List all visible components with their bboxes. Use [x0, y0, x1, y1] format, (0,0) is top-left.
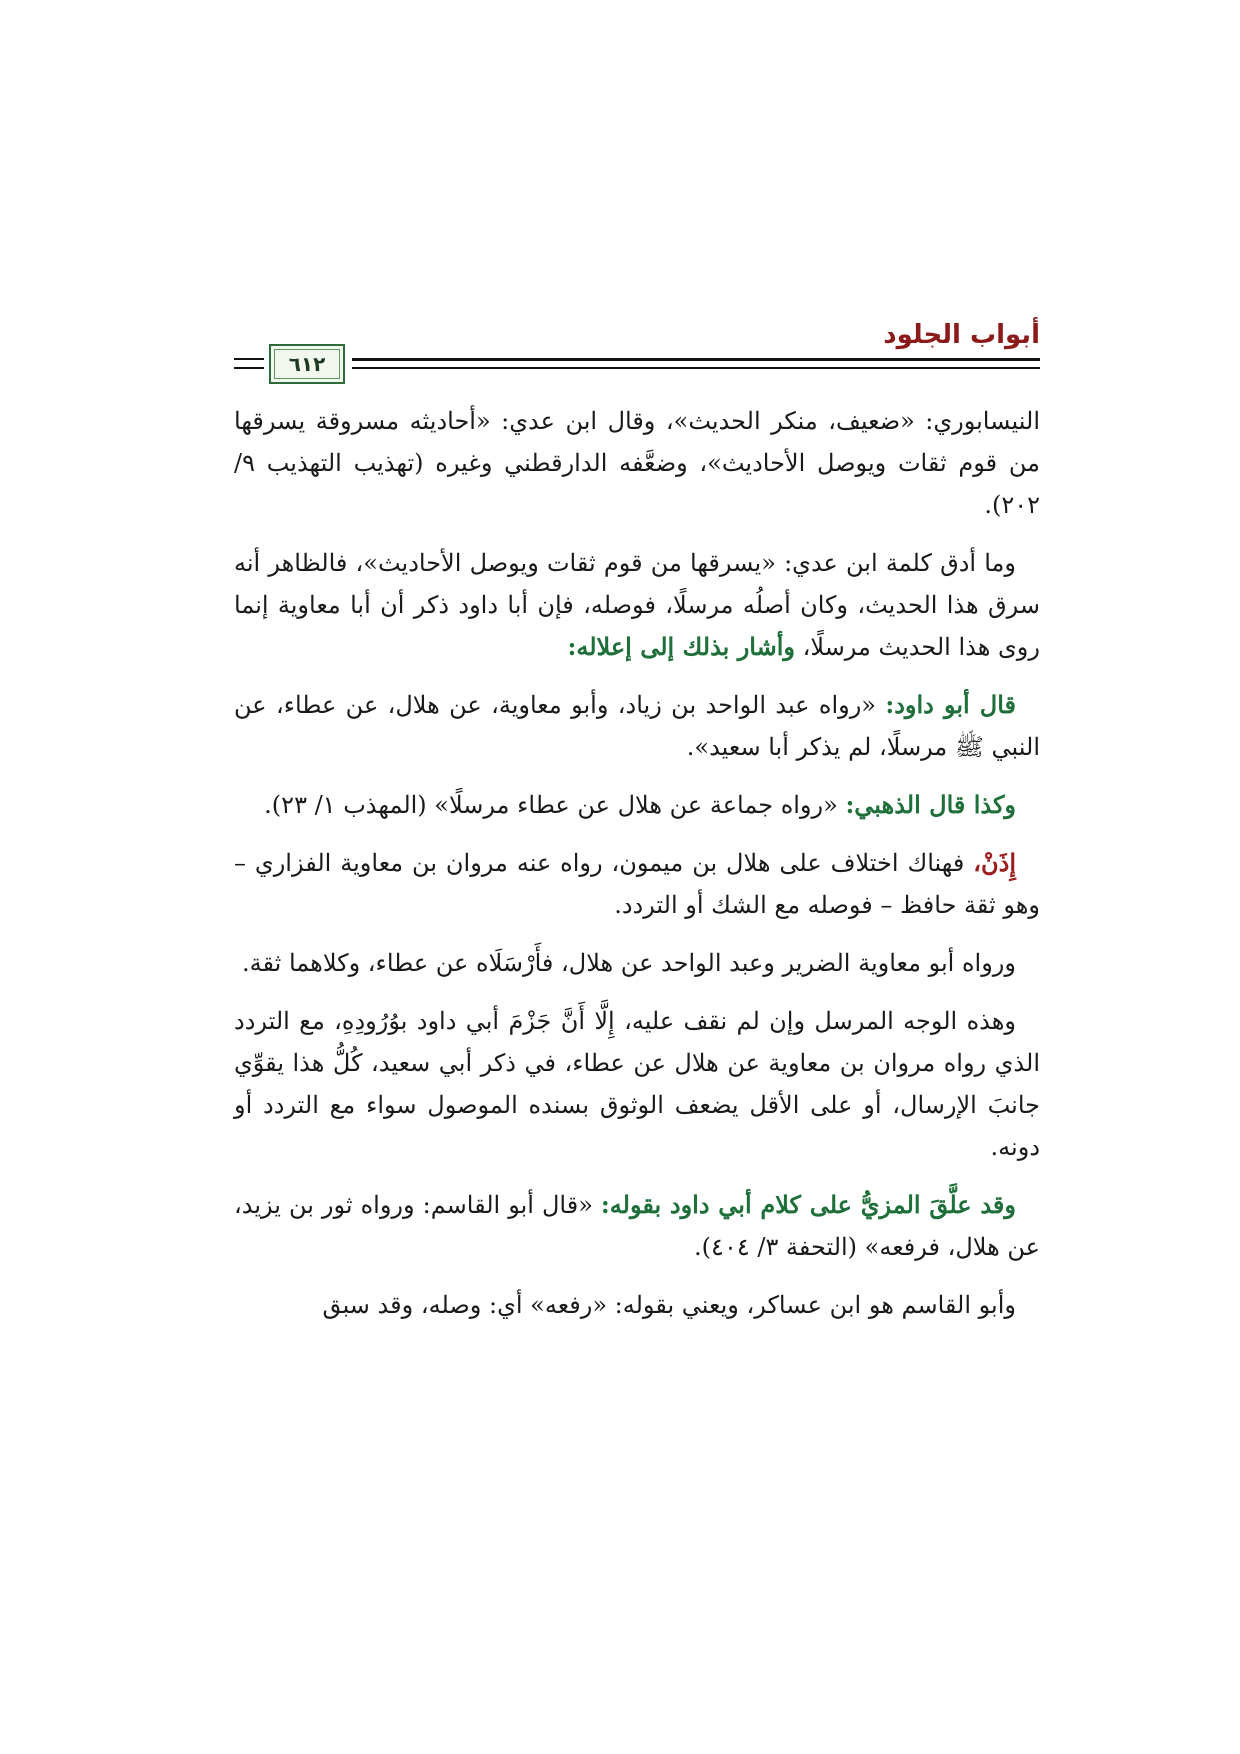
paragraph: [234, 842, 1040, 926]
page-body: [234, 400, 1040, 1342]
paragraph-text: وما أدق كلمة ابن عدي: «يسرقها من قوم ثقات ويوصل الأحاديث»، فالظاهر أنه سرق هذا الحديث، وكان أصلُه مرسلًا، فوصله، فإن أبا داود ذكر أن أبا معاوية إنما روى هذا الحديث مرسلًا،: [234, 549, 1040, 661]
paragraph-text: وأبو القاسم هو ابن عساكر، ويعني بقوله: «رفعه» أي: وصله، وقد سبق: [322, 1291, 1016, 1319]
paragraph: [234, 784, 1040, 826]
paragraph-text: وهذه الوجه المرسل وإن لم نقف عليه، إِلَّا أَنَّ جَزْمَ أبي داود بوُرُودِهِ، مع التردد الذي رواه مروان بن معاوية عن هلال عن عطاء، في ذكر أبي سعيد، كُلُّ هذا يقوِّي جانبَ الإرسال، أو على الأقل يضعف الوثوق بسنده الموصول سواء مع التردد أو دونه.: [234, 1007, 1040, 1161]
book-title: أبواب الجلود: [883, 320, 1040, 350]
header-rule-inner: [352, 367, 1040, 369]
paragraph-text: «رواه عبد الواحد بن زياد، وأبو معاوية، عن هلال، عن عطاء، عن النبي ﷺ مرسلًا، لم يذكر أبا سعيد».: [234, 691, 1040, 761]
page-header: [234, 318, 1040, 398]
paragraph-text: فهناك اختلاف على هلال بن ميمون، رواه عنه مروان بن معاوية الفزاري – وهو ثقة حافظ – فوصله مع الشك أو التردد.: [234, 849, 1040, 919]
highlight-text: وأشار بذلك إلى إعلاله:: [567, 632, 795, 661]
quote-lead: وقد علَّقَ المزيُّ على كلام أبي داود بقوله:: [600, 1190, 1016, 1219]
header-rule-left-inner: [234, 367, 264, 369]
paragraph: [234, 400, 1040, 526]
paragraph: [234, 684, 1040, 768]
conclusion-lead: إِذَنْ،: [973, 848, 1016, 877]
paragraph: [234, 542, 1040, 668]
paragraph: [234, 1000, 1040, 1168]
paragraph: [234, 1184, 1040, 1268]
header-rule: [352, 358, 1040, 361]
paragraph-text: «رواه جماعة عن هلال عن عطاء مرسلًا» (المهذب ١/ ٢٣).: [264, 791, 838, 819]
page-number-ornament: [269, 344, 345, 384]
paragraph-text: ورواه أبو معاوية الضرير وعبد الواحد عن هلال، فأَرْسَلَاه عن عطاء، وكلاهما ثقة.: [242, 949, 1016, 977]
paragraph-text: «قال أبو القاسم: ورواه ثور بن يزيد، عن هلال، فرفعه» (التحفة ٣/ ٤٠٤).: [234, 1191, 1040, 1261]
paragraph-text: النيسابوري: «ضعيف، منكر الحديث»، وقال ابن عدي: «أحاديثه مسروقة يسرقها من قوم ثقات ويوصل الأحاديث»، وضعَّفه الدارقطني وغيره (تهذيب التهذيب ٩/ ٢٠٢).: [234, 407, 1040, 519]
quote-lead: وكذا قال الذهبي:: [845, 790, 1016, 819]
paragraph: [234, 942, 1040, 984]
quote-lead: قال أبو داود:: [885, 690, 1017, 719]
paragraph: [234, 1284, 1040, 1326]
header-rule-left: [234, 358, 264, 360]
page-number: ٦١٢: [288, 352, 326, 376]
